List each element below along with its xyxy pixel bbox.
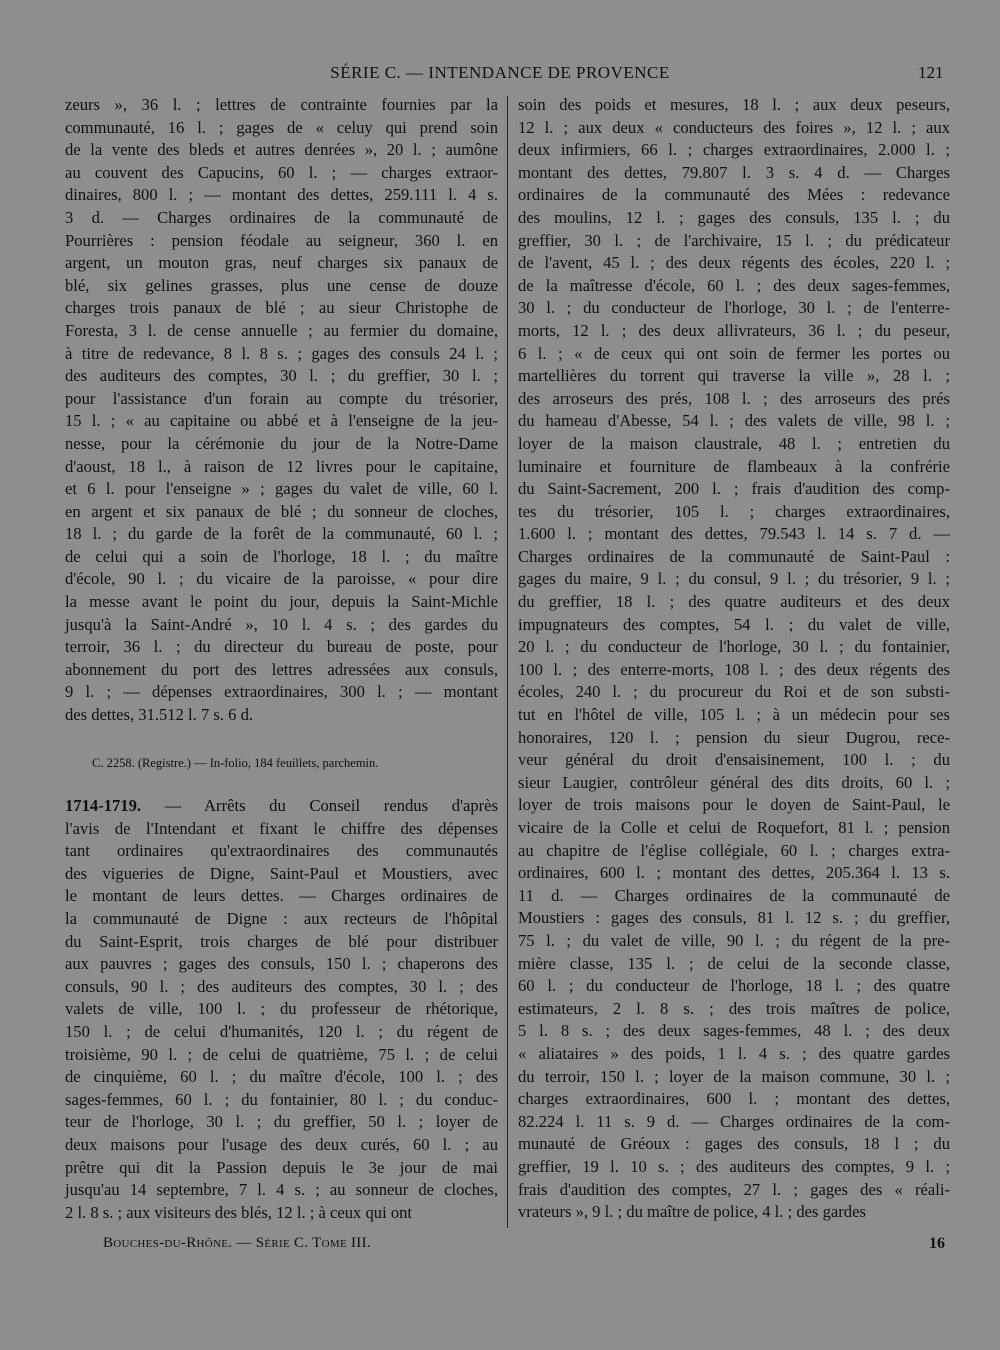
text-line: pour l'assistance d'un forain au compte du trésorier, (65, 388, 498, 408)
text-line: 2 l. 8 s. ; aux visiteurs des blés, 12 l. ; à ceux qui ont (65, 1202, 413, 1222)
footer-series-title: Bouches-du-Rhône. — Série C. Tome III. (103, 1235, 371, 1251)
text-line: argent, un mouton gras, neuf charges six panaux de (65, 253, 498, 273)
text-line: 11 d. — Charges ordinaires de la communauté de (518, 885, 950, 905)
text-line: honoraires, 120 l. ; pension du sieur Dugrou, rece- (518, 727, 950, 747)
text-line: au couvent des Capucins, 60 l. ; — charges extraor- (65, 162, 498, 182)
entry-first-line (65, 795, 498, 818)
text-line: tes du trésorier, 105 l. ; charges extraordinaires, (518, 501, 950, 521)
text-line: greffier, 30 l. ; de l'archivaire, 15 l. ; du prédicateur (518, 230, 950, 250)
text-line: 82.224 l. 11 s. 9 d. — Charges ordinaires de la com- (518, 1111, 950, 1131)
entry-block (65, 795, 498, 1224)
text-line: des moulins, 12 l. ; gages des consuls, 135 l. ; du (518, 207, 950, 227)
text-line: « aliataires » des poids, 1 l. 4 s. ; des quatre gardes (518, 1043, 950, 1063)
text-line: le montant de leurs dettes. — Charges ordinaires de (65, 886, 498, 906)
text-line: du hameau d'Abesse, 54 l. ; des valets de ville, 98 l. ; (518, 411, 950, 431)
text-line: nesse, pour la cérémonie du jour de la Notre-Dame (65, 433, 498, 453)
text-line: 150 l. ; de celui d'humanités, 120 l. ; du régent de (65, 1021, 498, 1041)
text-line: munauté de Gréoux : gages des consuls, 18 l ; du (518, 1134, 950, 1154)
text-line: et 6 l. pour l'enseigne » ; gages du valet de ville, 60 l. (65, 479, 498, 499)
text-line: 3 d. — Charges ordinaires de la communauté de (65, 207, 498, 227)
text-line: consuls, 90 l. ; des auditeurs des comptes, 30 l. ; des (65, 976, 498, 996)
text-line: des arroseurs des prés, 108 l. ; des arroseurs des prés (518, 388, 950, 408)
text-line: gages du maire, 9 l. ; du consul, 9 l. ; du trésorier, 9 l. ; (518, 569, 950, 589)
catalog-reference: C. 2258. (Registre.) — In-folio, 184 feuillets, parchemin. (92, 756, 379, 770)
right-column-text (518, 94, 950, 1224)
text-line: aux pauvres ; gages des consuls, 150 l. ; chaperons des (65, 954, 498, 974)
text-line: zeurs », 36 l. ; lettres de contrainte fournies par la (65, 95, 498, 114)
text-line: vrateurs », 9 l. ; du maître de police, 4 l. ; des gardes (518, 1202, 866, 1222)
text-line: impugnateurs des comptes, 54 l. ; du valet de ville, (518, 614, 950, 634)
text-line: 20 l. ; du conducteur de l'horloge, 30 l. ; du fontainier, (518, 637, 950, 657)
text-line: tant ordinaires qu'extraordinaires des communautés (65, 841, 498, 861)
text-line: communauté, 16 l. ; gages de « celuy qui prend soin (65, 117, 498, 137)
entry-first-line-text: — Arrêts du Conseil rendus d'après (141, 796, 498, 815)
text-line: jusqu'au 14 septembre, 7 l. 4 s. ; au sonneur de cloches, (65, 1180, 498, 1200)
text-line: Charges ordinaires de la communauté de Saint-Paul : (518, 546, 950, 566)
text-line: au chapitre de l'église collégiale, 60 l. ; charges extra- (518, 840, 950, 860)
text-line: martellières du torrent qui traverse la ville », 28 l. ; (518, 366, 950, 386)
text-line: 5 l. 8 s. ; des deux sages-femmes, 48 l. ; des deux (518, 1021, 950, 1041)
text-line: à titre de redevance, 8 l. 8 s. ; gages des consuls 24 l. ; (65, 343, 498, 363)
text-line: la messe avant le point du jour, depuis la Saint-Michle (65, 592, 498, 612)
text-line: loyer de trois maisons pour le doyen de Saint-Paul, le (518, 795, 950, 815)
text-line: l'avis de l'Intendant et fixant le chiffre des dépenses (65, 818, 498, 838)
text-line: charges extraordinaires, 600 l. ; montant des dettes, (518, 1089, 950, 1109)
text-line: Foresta, 3 l. de cense annuelle ; au fermier du domaine, (65, 320, 498, 340)
text-line: la communauté de Digne : aux recteurs de l'hôpital (65, 908, 498, 928)
running-title: SÉRIE C. — INTENDANCE DE PROVENCE (330, 63, 670, 82)
text-line: frais d'audition des comptes, 27 l. ; gages des « réali- (518, 1179, 950, 1199)
text-line: de l'avent, 45 l. ; des deux régents des écoles, 220 l. ; (518, 253, 950, 273)
text-line: de la maîtresse d'école, 60 l. ; des deux sages-femmes, (518, 275, 950, 295)
text-line: du Saint-Sacrement, 200 l. ; frais d'audition des comp- (518, 479, 950, 499)
text-line: deux infirmiers, 66 l. ; charges extraordinaires, 2.000 l. ; (518, 140, 950, 160)
text-line: du terroir, 150 l. ; loyer de la maison commune, 30 l. ; (518, 1066, 950, 1086)
text-line: du Saint-Esprit, trois charges de blé pour distribuer (65, 931, 498, 951)
text-line: blé, six gelines grasses, plus une cense de douze (65, 275, 498, 295)
text-line: luminaire et fourniture de flambeaux à la confrérie (518, 456, 950, 476)
text-line: Pourrières : pension féodale au seigneur, 360 l. en (65, 230, 498, 250)
text-line: 75 l. ; du valet de ville, 90 l. ; du régent de la pre- (518, 930, 950, 950)
text-line: valets de ville, 100 l. ; du professeur de rhétorique, (65, 999, 498, 1019)
text-line: charges trois panaux de blé ; au sieur Christophe de (65, 298, 498, 318)
text-line: 18 l. ; du garde de la forêt de la communauté, 60 l. ; (65, 524, 498, 544)
entry-date: 1714-1719. (65, 796, 142, 815)
text-line: terroir, 36 l. ; du directeur du bureau de poste, pour (65, 637, 498, 657)
text-line: des vigueries de Digne, Saint-Paul et Moustiers, avec (65, 863, 498, 883)
text-line: tut en l'hôtel de ville, 105 l. ; à un médecin pour ses (518, 705, 950, 725)
text-line: d'école, 90 l. ; du vicaire de la paroisse, « pour dire (65, 569, 498, 589)
text-line: estimateurs, 2 l. 8 s. ; des trois maîtres de police, (518, 998, 950, 1018)
page-number: 121 (918, 63, 944, 82)
text-line: abonnement du port des lettres adressées aux consuls, (65, 659, 498, 679)
text-line: dinaires, 800 l. ; — montant des dettes, 259.111 l. 4 s. (65, 185, 498, 205)
text-line: des auditeurs des comptes, 30 l. ; du greffier, 30 l. ; (65, 366, 498, 386)
text-line: en argent et six panaux de blé ; du sonneur de cloches, (65, 501, 498, 521)
text-line: mière classe, 135 l. ; de celui de la seconde classe, (518, 953, 950, 973)
text-line: 60 l. ; du conducteur de l'horloge, 18 l. ; des quatre (518, 976, 950, 996)
text-line: de cinquième, 60 l. ; du maître d'école, 100 l. ; des (65, 1067, 498, 1087)
text-line: ordinaires, 600 l. ; montant des dettes, 205.364 l. 13 s. (518, 863, 950, 883)
entry-lines (65, 818, 498, 1225)
text-line: montant des dettes, 79.807 l. 3 s. 4 d. — Charges (518, 162, 950, 182)
text-line: vicaire de la Colle et celui de Roquefort, 81 l. ; pension (518, 818, 950, 837)
text-line: greffier, 19 l. 10 s. ; des auditeurs des comptes, 9 l. ; (518, 1156, 950, 1176)
text-line: morts, 12 l. ; des deux allivrateurs, 36 l. ; du peseur, (518, 320, 950, 340)
text-line: 6 l. ; « de ceux qui ont soin de fermer les portes ou (518, 343, 950, 363)
left-column-text (65, 94, 498, 727)
text-line: troisième, 90 l. ; de celui de quatrième, 75 l. ; de celui (65, 1044, 498, 1064)
text-line: teur de l'horloge, 30 l. ; du greffier, 50 l. ; loyer de (65, 1112, 498, 1132)
text-line: 12 l. ; aux deux « conducteurs des foires », 12 l. ; aux (518, 117, 950, 137)
text-line: 30 l. ; du conducteur de l'horloge, 30 l. ; de l'enterre- (518, 298, 950, 318)
text-line: jusqu'à la Saint-André », 10 l. 4 s. ; des gardes du (65, 614, 498, 634)
text-line: de celui qui a soin de l'horloge, 18 l. ; du maître (65, 546, 498, 566)
text-line: 100 l. ; des enterre-morts, 108 l. ; des deux régents des (518, 659, 950, 679)
text-line: du greffier, 18 l. ; des quatre auditeurs et des deux (518, 592, 950, 612)
column-divider (507, 96, 508, 1228)
text-line: 9 l. ; — dépenses extraordinaires, 300 l. ; — montant (65, 682, 498, 702)
text-line: ordinaires de la communauté des Mées : redevance (518, 185, 950, 205)
text-line: deux maisons pour l'usage des deux curés, 60 l. ; au (65, 1134, 498, 1154)
text-line: écoles, 240 l. ; du procureur du Roi et de son substi- (518, 682, 950, 702)
text-line: veur général du droit d'ensaisinement, 100 l. ; du (518, 750, 950, 770)
text-line: de la vente des bleds et autres denrées », 20 l. ; aumône (65, 140, 498, 160)
text-line: 1.600 l. ; montant des dettes, 79.543 l. 14 s. 7 d. — (518, 524, 950, 544)
text-line: sages-femmes, 60 l. ; du fontainier, 80 l. ; du conduc- (65, 1089, 498, 1109)
text-line: prêtre qui dit la Passion depuis le 3e jour de mai (65, 1157, 498, 1177)
text-line: soin des poids et mesures, 18 l. ; aux deux peseurs, (518, 95, 950, 114)
footer-sheet-number: 16 (929, 1235, 945, 1252)
text-line: des dettes, 31.512 l. 7 s. 6 d. (65, 705, 254, 725)
text-line: loyer de la maison claustrale, 48 l. ; entretien du (518, 433, 950, 453)
text-line: d'aoust, 18 l., à raison de 12 livres pour le capitaine, (65, 456, 498, 476)
text-line: Moustiers : gages des consuls, 81 l. 12 s. ; du greffier, (518, 908, 950, 928)
text-line: sieur Laugier, contrôleur général des dits droits, 60 l. ; (518, 772, 950, 792)
text-line: 15 l. ; « au capitaine ou abbé et à l'enseigne de la jeu- (65, 411, 498, 431)
